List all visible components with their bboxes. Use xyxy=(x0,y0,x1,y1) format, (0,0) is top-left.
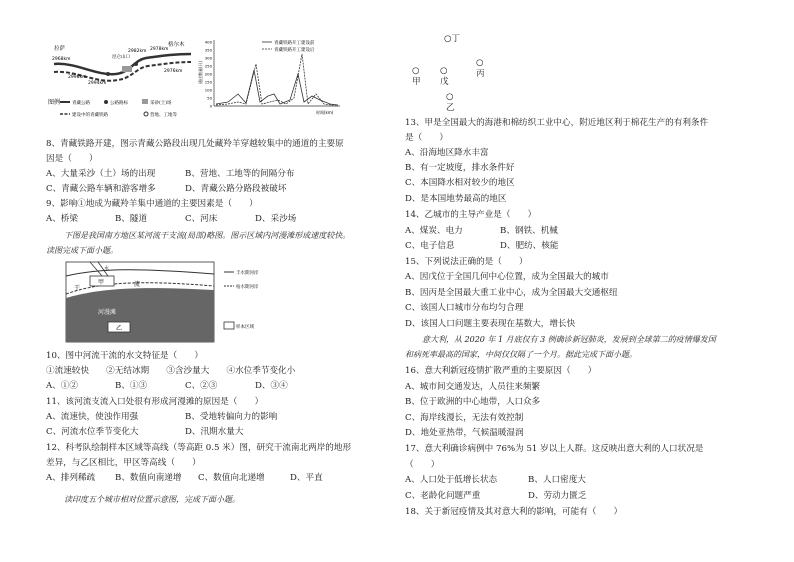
q13-text-b: 是（ ） xyxy=(405,133,448,143)
legend-camp: 营地、工地等 xyxy=(150,113,177,118)
intro-river-b: 读图完成下面小题。 xyxy=(46,246,118,255)
y-axis-label: 通过数量(只) xyxy=(198,60,203,84)
q12-option-c[interactable]: C、数值向北递增 xyxy=(198,473,265,483)
q11-option-a[interactable]: A、流速快，使浊作用强 xyxy=(46,412,139,422)
q9-option-b[interactable]: B、隧道 xyxy=(115,214,148,224)
q11-option-d[interactable]: D、汛期水量大 xyxy=(185,427,244,437)
series-before xyxy=(216,70,338,105)
intro-india: 读印度五个城市相对位置示意图，完成下面小题。 xyxy=(64,495,240,504)
q16-option-a[interactable]: A、城市间交通发达，人员往来频繁 xyxy=(405,382,541,392)
km-label: 2968km xyxy=(52,57,71,62)
q14-option-a[interactable]: A、煤炭、电力 xyxy=(405,226,463,236)
q14-text: 14、乙城市的主导产业是（ ） xyxy=(405,210,537,220)
intro-river: 下图是我国南方地区某河流干支流(局部)略图。图示区域内河漫滩形成速度较快。 xyxy=(64,231,351,240)
map-label-yi: 乙 xyxy=(116,325,123,332)
q15-option-d[interactable]: D、该国人口问题主要表现在基数大，增长快 xyxy=(405,319,576,329)
railway-road-map xyxy=(46,36,196,126)
q10-statements: ①流速较快 ②无结冰期 ③含沙量大 ④水位季节变化小 xyxy=(46,366,296,376)
q17-option-a[interactable]: A、人口处于低增长状态 xyxy=(405,475,498,485)
y-tick-label: 350 xyxy=(204,47,212,53)
q10-option-a[interactable]: A、①② xyxy=(46,381,78,391)
q16-text: 16、意大利新冠疫情扩散严重的主要原因（ ） xyxy=(405,366,597,376)
intro-italy: 意大利，从 2020 年 1 月底仅有 3 例确诊新冠肺炎，发展到全球第二的疫情爆发国 xyxy=(422,335,716,344)
map-legend-dry: 枯水期河岸 xyxy=(236,285,259,290)
q9-option-c[interactable]: C、河床 xyxy=(185,214,218,224)
q17-text: 17、意大利确诊病例中 76%为 51 岁以上人群。这反映出意大利的人口状况是 xyxy=(405,444,704,454)
wet-bank xyxy=(66,270,214,276)
india-cities-map xyxy=(412,30,492,112)
camp-mark xyxy=(106,72,110,76)
y-tick-label: 400 xyxy=(204,39,212,45)
q16-option-b[interactable]: B、位于欧洲的中心地带，人口众多 xyxy=(405,397,541,407)
km-label: 2982km xyxy=(128,49,147,54)
city-bing: ○ 丙 xyxy=(476,58,485,79)
map-label-floodplain: 河漫滩 xyxy=(98,309,117,316)
q17-option-c[interactable]: C、老龄化问题严重 xyxy=(405,491,481,501)
label-geermu: 格尔木 xyxy=(168,42,185,48)
q17-text-b: （ ） xyxy=(405,460,440,470)
q8-option-d[interactable]: D、青藏公路分路段被破坏 xyxy=(185,184,287,194)
y-tick-label: 250 xyxy=(204,63,212,69)
q8-text: 8、青藏铁路开建，图示青藏公路段出现几处藏羚羊穿越较集中的通道的主要原 xyxy=(46,139,344,149)
city-wu: ○ 戊 xyxy=(440,66,449,87)
legend-pit: 采砂(土)场 xyxy=(150,101,172,106)
q13-text: 13、甲是全国最大的海港和棉纺织工业中心，附近地区利于棉花生产的有利条件 xyxy=(405,118,709,128)
legend-rail: 建设中的青藏铁路 xyxy=(72,113,108,118)
label-lasa: 拉萨 xyxy=(54,46,66,52)
km-label: 2976km xyxy=(164,69,183,74)
x-axis-label: 时间(km) xyxy=(316,110,334,115)
river-map xyxy=(60,258,290,344)
map-legend-sample: 样本区域 xyxy=(236,325,254,330)
q12-text: 12、科考队绘制样本区域等高线（等高距 0.5 米）图，研究干流南北两岸的地形 xyxy=(46,443,352,453)
city-jia: ○ 甲 xyxy=(412,66,421,87)
q10-option-c[interactable]: C、②③ xyxy=(185,381,218,391)
q13-option-c[interactable]: C、本国降水相对较少的地区 xyxy=(405,178,515,188)
y-tick-label: 150 xyxy=(204,79,212,85)
q10-text: 10、图中河流干流的水文特征是（ ） xyxy=(46,351,204,361)
q11-option-c[interactable]: C、河流水位季节变化大 xyxy=(46,427,139,437)
map-label-gan: 干 xyxy=(74,285,81,292)
q15-option-c[interactable]: C、该国人口城市分布均匀合理 xyxy=(405,303,524,313)
q14-option-b[interactable]: B、钢铁、机械 xyxy=(500,226,558,236)
km-label: 2998km xyxy=(68,75,87,80)
q8-option-b[interactable]: B、营地、工地等的间隔分布 xyxy=(185,169,295,179)
floodplain xyxy=(66,288,214,342)
legend-title: 图例 xyxy=(48,99,61,106)
legend-road: 青藏公路 xyxy=(72,101,90,106)
intro-italy-b: 和病死率最高的国家，中间仅仅隔了一个月。据此完成下面小题。 xyxy=(405,350,637,359)
legend-before: 青藏铁路开工建设前 xyxy=(274,41,315,46)
q15-option-a[interactable]: A、因戊位于全国几何中心位置，成为全国最大的城市 xyxy=(405,272,609,282)
legend-station: 公路路标 xyxy=(110,101,128,106)
q12-option-a[interactable]: A、排列稀疏 xyxy=(46,473,96,483)
km-label: 2978km xyxy=(150,47,169,52)
y-tick-label: 0 xyxy=(209,103,212,109)
q16-option-c[interactable]: C、海岸线漫长，无法有效控制 xyxy=(405,413,524,423)
map-label-shui: 水 xyxy=(104,266,110,272)
q12-option-b[interactable]: B、数值向南递增 xyxy=(115,473,182,483)
camp-mark xyxy=(134,62,138,66)
q17-option-d[interactable]: D、劳动力匮乏 xyxy=(528,491,587,501)
q13-option-a[interactable]: A、沿海地区降水丰富 xyxy=(405,148,489,158)
city-ding: ○丁 xyxy=(444,34,461,44)
q9-option-d[interactable]: D、采沙场 xyxy=(255,214,297,224)
city-yi: ○ 乙 xyxy=(446,92,455,113)
q17-option-b[interactable]: B、人口密度大 xyxy=(528,475,586,485)
q15-option-b[interactable]: B、因丙是全国最大重工业中心，成为全国最大交通枢纽 xyxy=(405,288,618,298)
q16-option-d[interactable]: D、地处亚热带，气候温暖湿润 xyxy=(405,428,524,438)
q15-text: 15、下列说法正确的是（ ） xyxy=(405,257,528,267)
q9-text: 9、影响①地成为藏羚羊集中通道的主要因素是（ ） xyxy=(46,199,258,209)
label-pass: 昆仑山口 xyxy=(112,55,130,60)
q18-text: 18、关于新冠疫情及其对意大利的影响，可能有（ ） xyxy=(405,507,623,517)
q10-option-b[interactable]: B、①③ xyxy=(115,381,148,391)
map-label-jia: 甲 xyxy=(98,279,105,286)
q8-option-a[interactable]: A、大量采沙（土）场的出现 xyxy=(46,169,156,179)
q8-text-b: 因是（ ） xyxy=(46,154,98,164)
crossing-chart xyxy=(198,34,346,118)
y-tick-label: 50 xyxy=(207,95,212,101)
pit-mark xyxy=(122,66,132,72)
q13-option-b[interactable]: B、有一定坡度，排水条件好 xyxy=(405,163,515,173)
map-label-liu: 流 xyxy=(134,281,141,288)
map-legend-wet: 丰水期河岸 xyxy=(236,271,259,276)
km-label: 2994km xyxy=(88,81,107,86)
q11-text: 11、该河流支流入口处很有形成河漫滩的原因是（ ） xyxy=(46,397,264,407)
q14-option-d[interactable]: D、肥纺、核能 xyxy=(500,241,559,251)
y-tick-label: 300 xyxy=(204,55,212,61)
q10-option-d[interactable]: D、③④ xyxy=(255,381,288,391)
q12-option-d[interactable]: D、平直 xyxy=(290,473,323,483)
q12-text-b: 差异，与乙区相比，甲区等高线（ ） xyxy=(46,458,201,468)
q9-option-a[interactable]: A、桥梁 xyxy=(46,214,78,224)
y-tick-label: 200 xyxy=(204,71,212,77)
q8-option-c[interactable]: C、青藏公路车辆和游客增多 xyxy=(46,184,156,194)
q14-option-c[interactable]: C、电子信息 xyxy=(405,241,455,251)
y-tick-label: 100 xyxy=(204,87,212,93)
q13-option-d[interactable]: D、是本国地势最高的地区 xyxy=(405,194,507,204)
q11-option-b[interactable]: B、受地转偏向力的影响 xyxy=(185,412,278,422)
legend-after: 青藏铁路开工建设后 xyxy=(274,48,315,53)
